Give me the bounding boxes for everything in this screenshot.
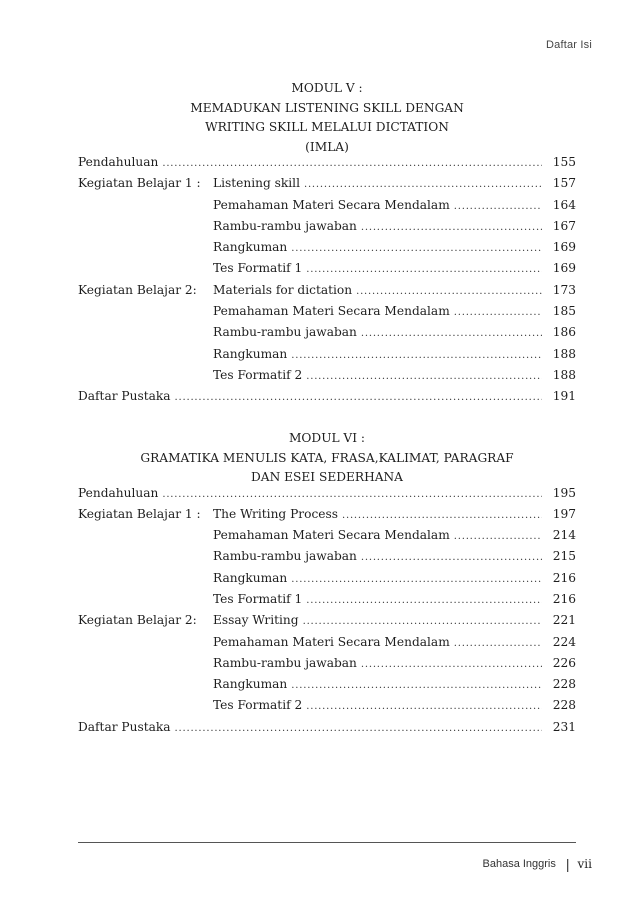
toc-entry-line — [213, 195, 576, 216]
toc-page-number: 191 — [552, 389, 576, 404]
toc-entry-title: Daftar Pustaka — [78, 719, 171, 734]
toc-page-number: 185 — [552, 304, 576, 319]
toc-entry-title: Rambu-rambu jawaban — [213, 325, 357, 340]
toc-entry-title: Pendahuluan — [78, 155, 159, 169]
toc-entry — [78, 237, 576, 258]
toc-entry-line — [78, 152, 576, 173]
toc-leader-dots — [306, 590, 542, 611]
toc-entry-line — [213, 674, 576, 695]
toc-page-number: 155 — [552, 155, 576, 169]
toc-leader-dots — [454, 302, 542, 323]
toc-leader-dots — [175, 718, 542, 739]
toc-entry-line — [213, 525, 576, 546]
toc-page-number: 216 — [552, 591, 576, 606]
module-6 — [78, 429, 576, 738]
toc-leader-dots — [361, 547, 542, 568]
toc-page-number: 169 — [552, 240, 576, 255]
toc-leader-dots — [454, 633, 542, 654]
toc-leader-dots — [361, 323, 542, 344]
toc-entry-title: Pendahuluan — [78, 485, 159, 500]
module-5 — [78, 79, 576, 408]
toc-entry-line — [78, 483, 576, 504]
toc-entry-title: Essay Writing — [213, 613, 299, 628]
running-header: Daftar Isi — [545, 39, 592, 51]
toc-entry-title: Tes Formatif 2 — [213, 698, 303, 713]
toc-leader-dots — [361, 217, 542, 238]
toc-entry-line — [213, 280, 576, 301]
toc-page-number: 186 — [552, 325, 576, 340]
toc-page-number: 221 — [552, 613, 576, 628]
toc-list — [78, 483, 576, 739]
toc-entry — [78, 695, 576, 716]
toc-entry-title: Rambu-rambu jawaban — [213, 655, 357, 670]
toc-leader-dots — [303, 611, 542, 632]
toc-entry-line — [213, 695, 576, 716]
toc-entry — [78, 525, 576, 546]
toc-entry-line — [213, 589, 576, 610]
toc-entry — [78, 546, 576, 567]
toc-entry-title: Rangkuman — [213, 570, 288, 585]
toc-leader-dots — [306, 366, 542, 387]
toc-entry — [78, 568, 576, 589]
toc-entry — [78, 365, 576, 386]
toc-page-number: 167 — [552, 218, 576, 233]
toc-entry — [78, 322, 576, 343]
toc-entry-title: Tes Formatif 1 — [213, 591, 303, 606]
toc-section-label: Kegiatan Belajar 2: — [78, 282, 197, 297]
toc-page-number: 228 — [552, 677, 576, 692]
toc-leader-dots — [306, 259, 542, 280]
toc-entry — [78, 301, 576, 322]
toc-entry-title: Rambu-rambu jawaban — [213, 218, 357, 233]
toc-entry — [78, 483, 576, 504]
toc-entry-line — [213, 237, 576, 258]
toc-page-number: 188 — [552, 367, 576, 382]
module-title — [78, 79, 576, 157]
toc-entry-line — [213, 653, 576, 674]
toc-leader-dots — [175, 387, 542, 408]
toc-entry-line — [213, 301, 576, 322]
toc-entry — [78, 344, 576, 365]
module-title-line: MODUL VI : — [288, 431, 366, 445]
toc-entry — [78, 674, 576, 695]
toc-entry-line — [213, 610, 576, 631]
toc-leader-dots — [291, 569, 542, 590]
module-title-line: MEMADUKAN LISTENING SKILL DENGAN — [190, 100, 464, 115]
toc-entry-title: Pemahaman Materi Secara Mendalam — [213, 304, 450, 319]
toc-page-number: 188 — [552, 346, 576, 361]
toc-leader-dots — [356, 281, 542, 302]
toc-entry — [78, 632, 576, 653]
toc-page-number: 195 — [552, 485, 576, 500]
toc-entry-title: Rangkuman — [213, 346, 288, 361]
toc-entry — [78, 504, 576, 525]
toc-entry — [78, 173, 576, 194]
toc-entry — [78, 717, 576, 738]
toc-leader-dots — [162, 484, 542, 505]
toc-entry-title: Materials for dictation — [213, 282, 353, 297]
toc-entry — [78, 610, 576, 631]
toc-entry-title: Pemahaman Materi Secara Mendalam — [213, 528, 450, 543]
toc-entry-line — [213, 632, 576, 653]
toc-entry — [78, 258, 576, 279]
toc-page-number: 157 — [552, 176, 576, 191]
toc-leader-dots — [291, 238, 542, 259]
toc-leader-dots — [306, 696, 542, 717]
module-title — [78, 429, 576, 488]
toc-list — [78, 152, 576, 408]
toc-entry — [78, 216, 576, 237]
toc-leader-dots — [361, 654, 542, 675]
toc-entry-title: Pemahaman Materi Secara Mendalam — [213, 197, 450, 212]
page-number: vii — [577, 857, 592, 871]
toc-section-label: Kegiatan Belajar 1 : — [78, 176, 201, 191]
toc-entry-title: The Writing Process — [213, 506, 338, 521]
toc-entry-title: Daftar Pustaka — [78, 389, 171, 404]
toc-page-number: 197 — [552, 506, 576, 521]
toc-entry — [78, 653, 576, 674]
module-title-line: GRAMATIKA MENULIS KATA, FRASA,KALIMAT, PARAGRAF — [140, 450, 514, 465]
toc-entry-line — [213, 568, 576, 589]
toc-entry-line — [213, 365, 576, 386]
page-footer — [483, 856, 593, 872]
toc-entry-title: Tes Formatif 1 — [213, 261, 303, 276]
toc-page-number: 169 — [552, 261, 576, 276]
module-title-line: WRITING SKILL MELALUI DICTATION — [205, 120, 449, 134]
toc-leader-dots — [454, 196, 542, 217]
module-title-line: MODUL V : — [291, 81, 363, 95]
toc-leader-dots — [304, 174, 542, 195]
toc-entry — [78, 589, 576, 610]
toc-entry-line — [78, 386, 576, 407]
toc-page-number: 216 — [552, 570, 576, 585]
toc-page-number: 231 — [552, 719, 576, 734]
toc-leader-dots — [454, 526, 542, 547]
footer-rule — [78, 842, 576, 843]
toc-page-number: 224 — [552, 634, 576, 649]
toc-entry — [78, 152, 576, 173]
toc-entry-line — [213, 344, 576, 365]
toc-entry-line — [213, 504, 576, 525]
toc-page-number: 215 — [552, 549, 576, 564]
toc-entry-line — [213, 173, 576, 194]
toc-entry-line — [213, 258, 576, 279]
toc-leader-dots — [291, 345, 542, 366]
toc-page-number: 164 — [552, 197, 576, 212]
toc-entry-title: Rangkuman — [213, 240, 288, 255]
toc-leader-dots — [162, 153, 542, 174]
toc-entry-title: Pemahaman Materi Secara Mendalam — [213, 634, 450, 649]
module-title-line: DAN ESEI SEDERHANA — [251, 470, 403, 484]
toc-section-label: Kegiatan Belajar 2: — [78, 613, 197, 628]
toc-entry-title: Rangkuman — [213, 677, 288, 692]
book-title: Bahasa Inggris — [482, 858, 556, 870]
toc-entry — [78, 280, 576, 301]
footer-separator: | — [565, 856, 570, 872]
toc-entry-line — [213, 546, 576, 567]
module-title-line: (IMLA) — [305, 139, 349, 154]
toc-page-number: 228 — [552, 698, 576, 713]
toc-page-number: 173 — [552, 282, 576, 297]
toc-page-number: 214 — [552, 528, 576, 543]
toc-entry — [78, 195, 576, 216]
toc-entry-line — [213, 322, 576, 343]
toc-entry-title: Rambu-rambu jawaban — [213, 549, 357, 564]
toc-entry-line — [213, 216, 576, 237]
toc-entry-title: Tes Formatif 2 — [213, 367, 303, 382]
toc-leader-dots — [342, 505, 542, 526]
toc-section-label: Kegiatan Belajar 1 : — [78, 506, 201, 521]
toc-entry-line — [78, 717, 576, 738]
toc-entry — [78, 386, 576, 407]
toc-entry-title: Listening skill — [213, 176, 300, 191]
toc-leader-dots — [291, 675, 542, 696]
toc-page-number: 226 — [552, 655, 576, 670]
